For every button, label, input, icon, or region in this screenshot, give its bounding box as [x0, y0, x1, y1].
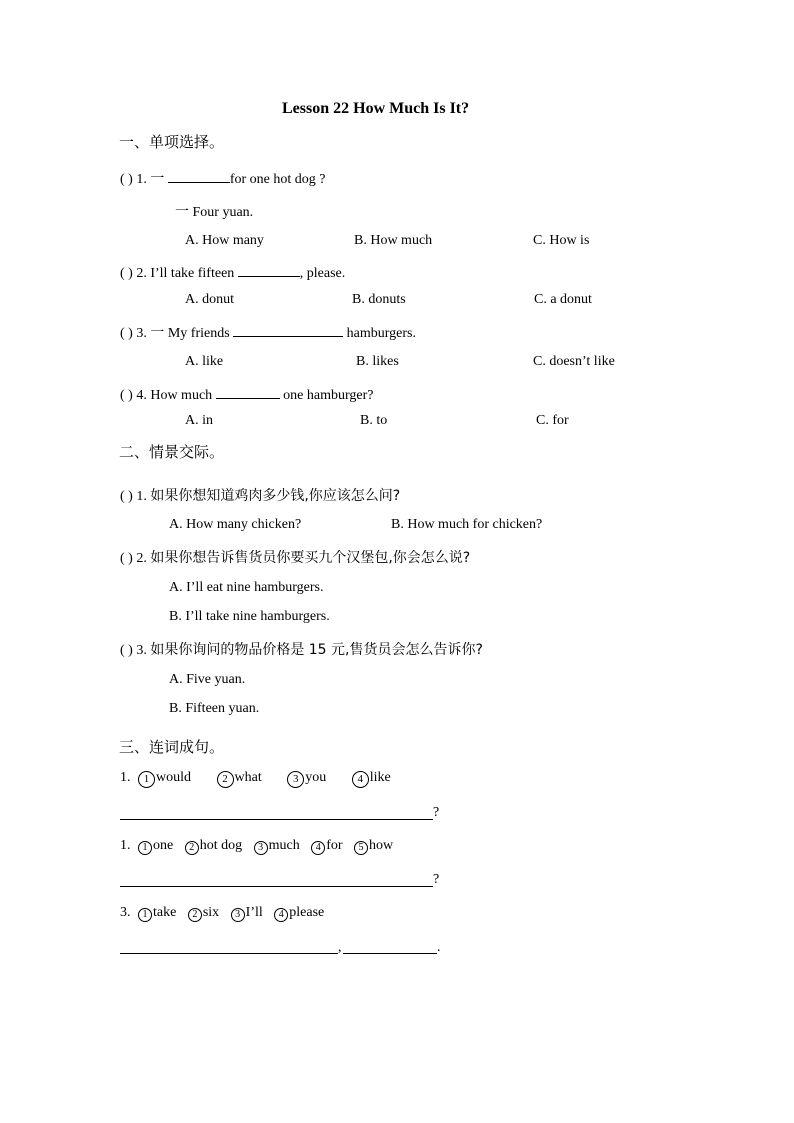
circled-number: 4 — [352, 771, 369, 788]
option-c[interactable]: C. doesn’t like — [533, 354, 615, 369]
fill-blank[interactable] — [168, 168, 230, 183]
option-c[interactable]: C. for — [536, 413, 569, 428]
word-order-2 — [120, 838, 393, 855]
end-mark: ? — [433, 872, 440, 887]
word: you — [305, 770, 327, 785]
section-heading-3: 三、连词成句。 — [119, 738, 225, 756]
option-a[interactable]: A. in — [185, 413, 213, 428]
answer-paren[interactable]: ( ) — [120, 388, 133, 403]
option-b[interactable]: B. Fifteen yuan. — [169, 701, 260, 716]
question-number: 1. — [120, 770, 131, 785]
circled-number: 2 — [217, 771, 234, 788]
question-1-1-response — [175, 201, 253, 221]
answer-paren[interactable]: ( ) — [120, 172, 133, 187]
dash: 一 — [150, 172, 165, 187]
circled-number: 3 — [287, 771, 304, 788]
word-order-1 — [120, 770, 391, 788]
question-text: 如果你询问的物品价格是 15 元,售货员会怎么告诉你? — [150, 642, 483, 658]
word: what — [234, 770, 262, 785]
option-a[interactable]: A. donut — [185, 292, 234, 307]
answer-paren[interactable]: ( ) — [120, 266, 133, 281]
option-a[interactable]: A. like — [185, 354, 224, 369]
answer-line[interactable] — [120, 886, 433, 887]
question-text: 3. 一 My friends — [136, 326, 230, 341]
end-mark: . — [437, 940, 441, 955]
option-b[interactable]: B. How much for chicken? — [391, 517, 543, 532]
section-heading-2: 二、情景交际。 — [119, 443, 225, 461]
option-a[interactable]: A. How many chicken? — [169, 517, 302, 532]
circled-number: 5 — [354, 841, 368, 855]
option-b[interactable]: B. How much — [354, 233, 433, 248]
answer-paren[interactable]: ( ) — [120, 643, 133, 658]
question-number: 1. — [136, 172, 147, 187]
answer-paren[interactable]: ( ) — [120, 326, 133, 341]
word: take — [153, 905, 177, 920]
circled-number: 3 — [231, 908, 245, 922]
question-number: 1. — [120, 838, 131, 853]
end-mark: ? — [433, 805, 440, 820]
fill-blank[interactable] — [238, 262, 300, 277]
question-text: 如果你想告诉售货员你要买九个汉堡包,你会怎么说? — [150, 550, 471, 566]
circled-number: 2 — [188, 908, 202, 922]
circled-number: 3 — [254, 841, 268, 855]
word: how — [369, 838, 394, 853]
option-b[interactable]: B. I’ll take nine hamburgers. — [169, 609, 330, 624]
word: six — [202, 905, 220, 920]
question-text: 2. I’ll take fifteen — [136, 266, 235, 281]
answer-line[interactable] — [120, 819, 433, 820]
circled-number: 1 — [138, 771, 155, 788]
circled-number: 2 — [185, 841, 199, 855]
question-text-end: , please. — [299, 266, 346, 281]
response-text: Four yuan. — [192, 205, 254, 220]
fill-blank[interactable] — [216, 384, 280, 399]
option-c[interactable]: C. How is — [533, 233, 590, 248]
option-b[interactable]: B. donuts — [352, 292, 406, 307]
option-c[interactable]: C. a donut — [534, 292, 592, 307]
word: would — [156, 770, 191, 785]
answer-paren[interactable]: ( ) — [120, 551, 133, 566]
question-number: 3. — [136, 643, 147, 658]
question-1-3 — [120, 322, 416, 342]
question-text: 如果你想知道鸡肉多少钱,你应该怎么问? — [150, 488, 401, 504]
option-b[interactable]: B. to — [360, 413, 388, 428]
question-1-1 — [120, 168, 325, 188]
word: hot dog — [199, 838, 243, 853]
word: much — [268, 838, 300, 853]
answer-line[interactable] — [343, 953, 437, 954]
question-2-1 — [120, 485, 400, 505]
circled-number: 1 — [138, 908, 152, 922]
word: I’ll — [245, 905, 263, 920]
circled-number: 4 — [274, 908, 288, 922]
option-a[interactable]: A. How many — [185, 233, 264, 248]
question-text: 4. How much — [136, 388, 213, 403]
question-2-2 — [120, 547, 470, 567]
page-title: Lesson 22 How Much Is It? — [282, 100, 470, 117]
section-heading-1: 一、单项选择。 — [119, 133, 225, 151]
fill-blank[interactable] — [233, 322, 343, 337]
circled-number: 1 — [138, 841, 152, 855]
question-number: 2. — [136, 551, 147, 566]
question-number: 3. — [120, 905, 131, 920]
question-text-end: hamburgers. — [346, 326, 416, 341]
question-text-end: one hamburger? — [283, 388, 374, 403]
word: please — [289, 905, 325, 920]
circled-number: 4 — [311, 841, 325, 855]
question-text: for one hot dog ? — [229, 172, 326, 187]
question-number: 1. — [136, 489, 147, 504]
question-1-4 — [120, 384, 373, 404]
word: one — [153, 838, 174, 853]
option-b[interactable]: B. likes — [356, 354, 399, 369]
word: like — [369, 770, 391, 785]
answer-line[interactable] — [120, 953, 338, 954]
comma-mark: , — [338, 940, 342, 955]
answer-paren[interactable]: ( ) — [120, 489, 133, 504]
question-1-2 — [120, 262, 345, 282]
word-order-3 — [120, 905, 324, 922]
dash: 一 — [175, 205, 189, 220]
option-a[interactable]: A. Five yuan. — [169, 672, 246, 687]
word: for — [326, 838, 343, 853]
option-a[interactable]: A. I’ll eat nine hamburgers. — [169, 580, 324, 595]
question-2-3 — [120, 639, 483, 659]
